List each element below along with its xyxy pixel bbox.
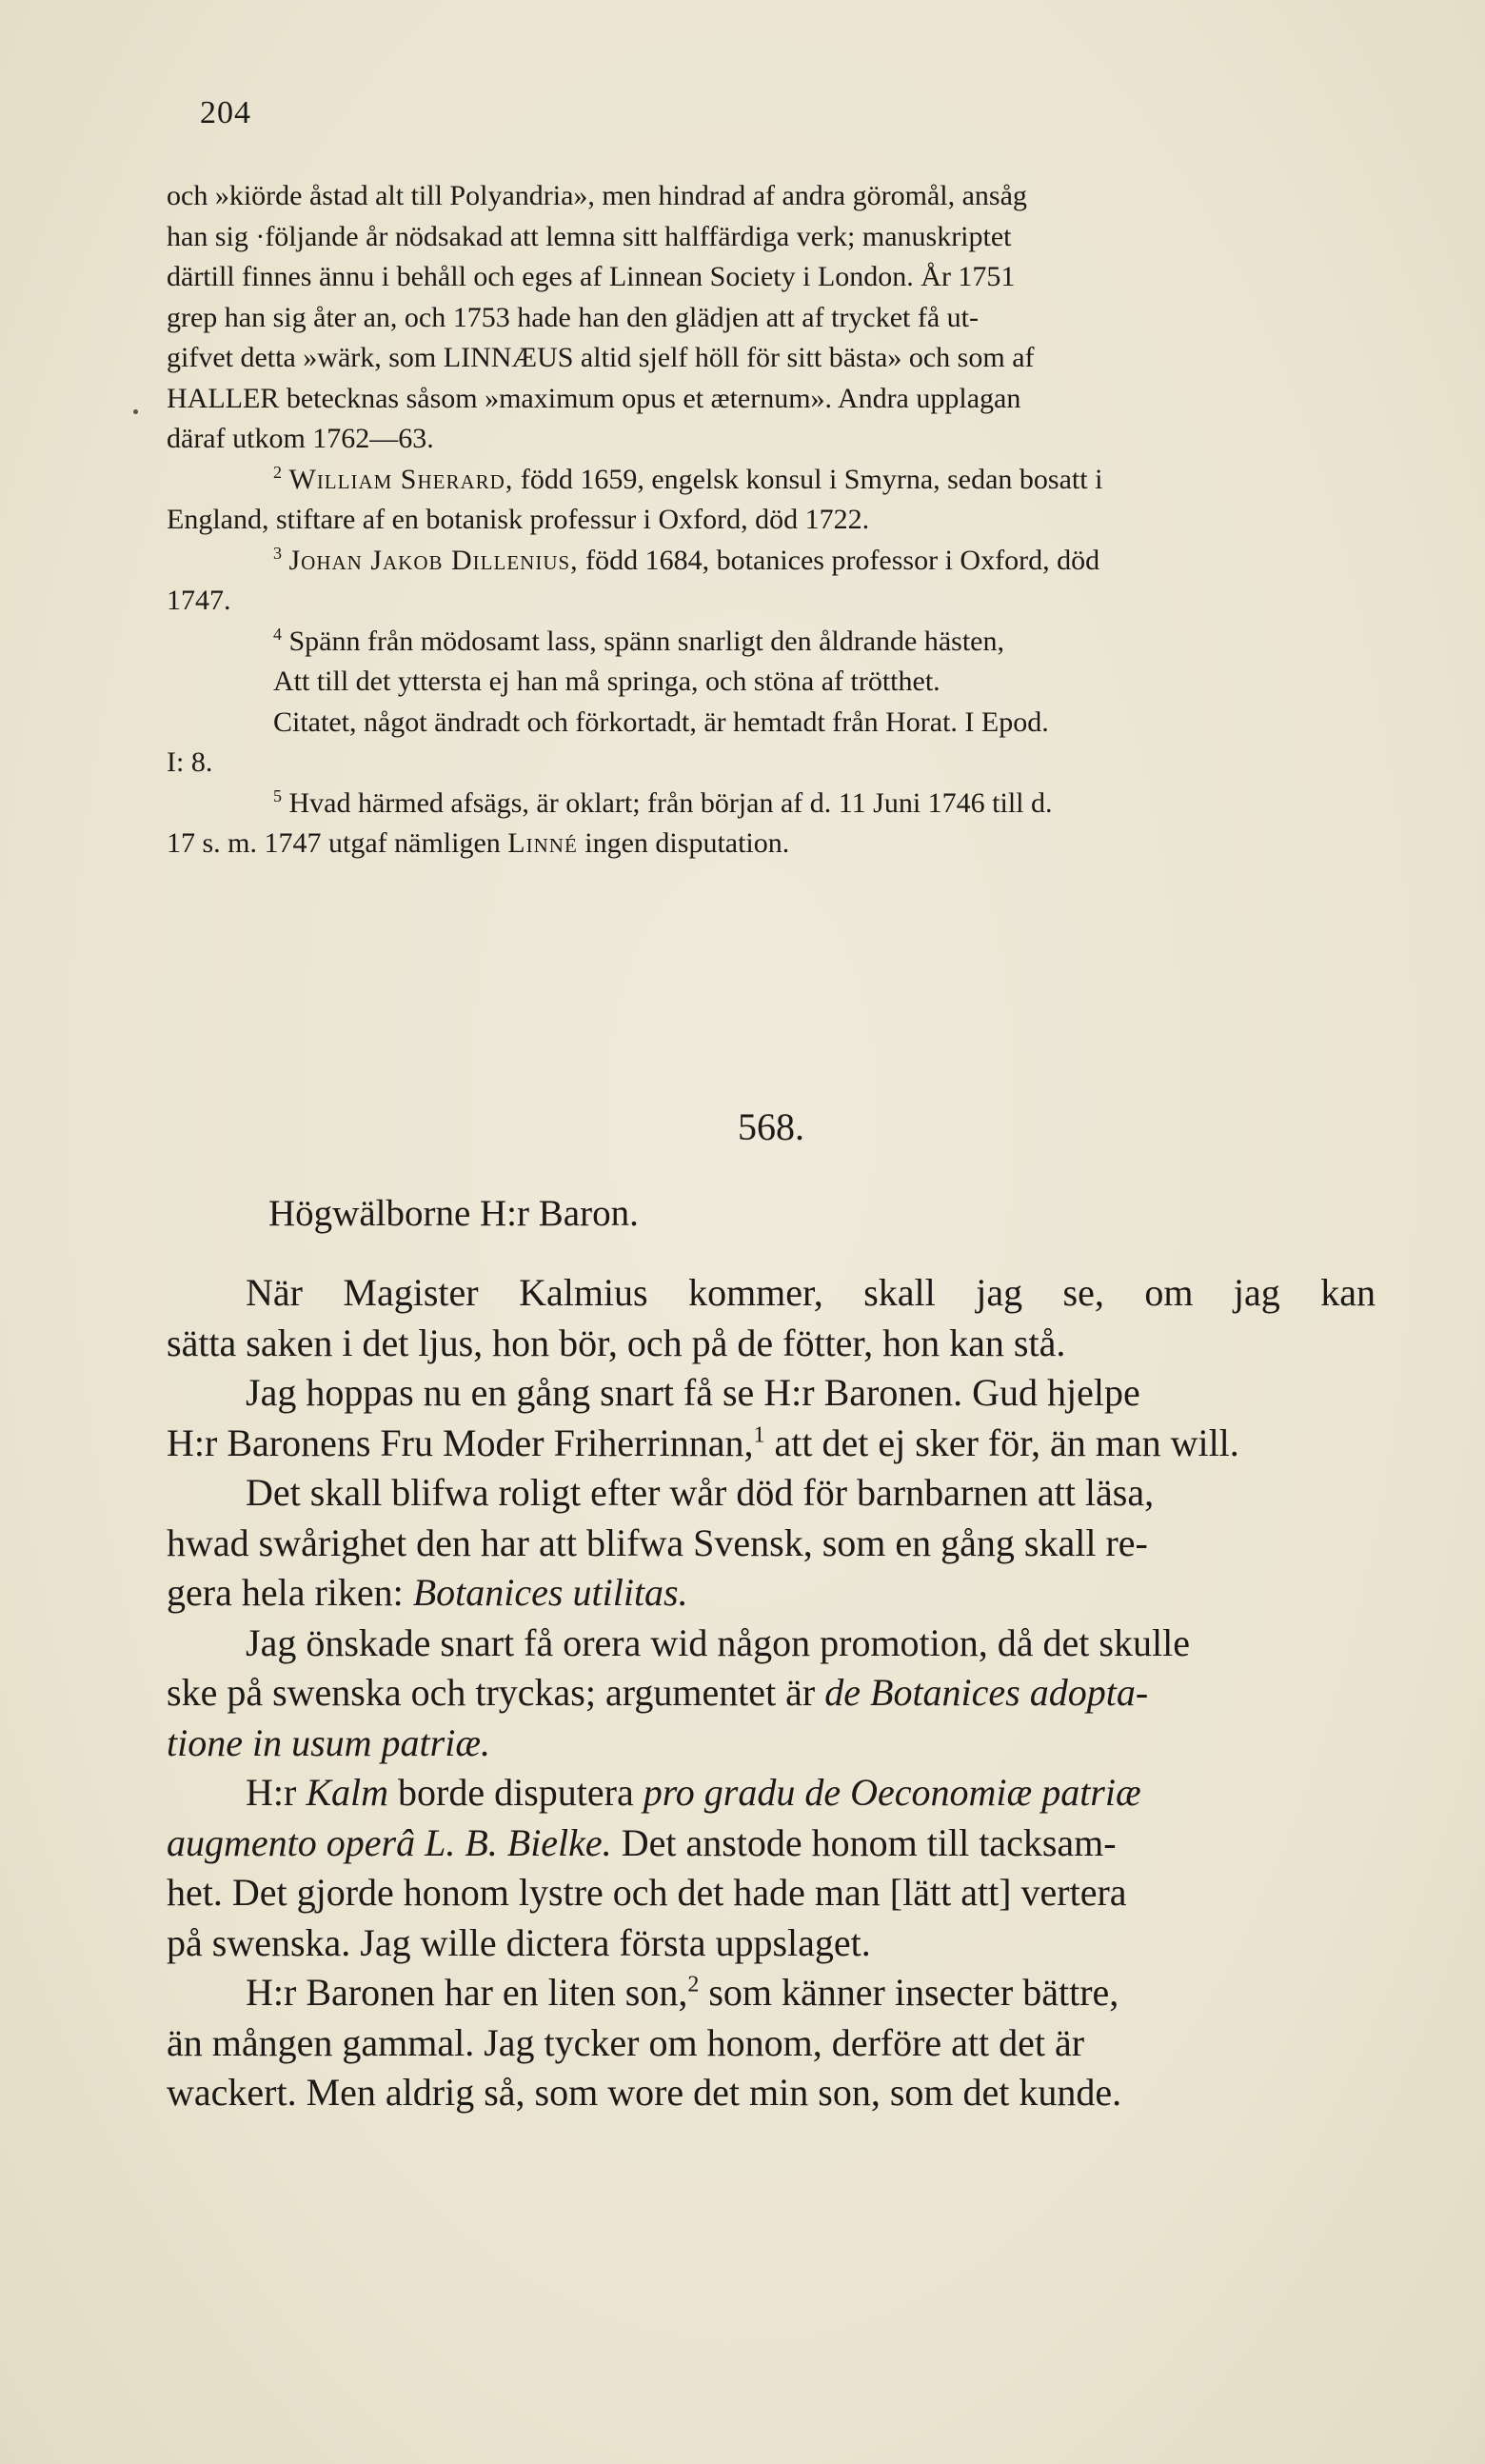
letter-line (167, 1719, 1376, 1769)
salutation: Högwälborne H:r Baron. (268, 1193, 639, 1234)
letter-text: H:r Baronen har en liten son, (246, 1971, 688, 2014)
margin-mark (133, 409, 138, 414)
footnote-2-mark: 2 (273, 462, 282, 482)
footnote-5-text: ingen disputation. (584, 827, 790, 859)
letter-line: hwad swårighet den har att blifwa Svensk, som en gång skall re- (167, 1520, 1148, 1564)
letter-italic: tione in usum patriæ. (167, 1720, 491, 1764)
footnote-2-cont: England, stiftare af en botanisk professur i Oxford, död 1722. (167, 504, 870, 535)
footnote-1-line: gifvet detta »wärk, som LINNÆUS altid sjelf höll för sitt bästa» och som af (167, 342, 1035, 373)
footnote-5-name: Linné (507, 827, 578, 859)
letter-line: än mången gammal. Jag tycker om honom, derföre att det är (167, 2020, 1085, 2064)
footnote-5 (167, 784, 1376, 825)
letter-text: som känner insecter bättre, (699, 1971, 1119, 2014)
letter-line (167, 1568, 1376, 1619)
footnote-4 (167, 622, 1376, 663)
letter-line (167, 1419, 1376, 1469)
letter-text: borde disputera (388, 1771, 644, 1814)
letter-footnote-ref: 1 (753, 1422, 765, 1448)
footnote-4-mark: 4 (273, 624, 282, 644)
footnote-1-line: därtill finnes ännu i behåll och eges af Linnean Society i London. År 1751 (167, 261, 1016, 292)
letter-line (167, 1268, 1376, 1319)
page-number: 204 (200, 95, 251, 130)
letter-text: Det anstode honom till tacksam- (611, 1820, 1117, 1864)
footnote-1-line: och »kiörde åstad alt till Polyandria», men hindrad af andra göromål, ansåg (167, 180, 1027, 211)
letter-line (167, 1818, 1376, 1869)
letter-italic: de Botanices adopta- (824, 1671, 1149, 1714)
footnote-4-verse-1: Spänn från mödosamt lass, spänn snarligt den åldrande hästen, (288, 625, 1004, 657)
letter-italic: augmento operâ L. B. Bielke. (167, 1820, 612, 1864)
letter-line (167, 1668, 1376, 1719)
footnote-5-text: 17 s. m. 1747 utgaf nämligen (167, 827, 501, 859)
footnote-3-cont: 1747. (167, 585, 231, 616)
letter-italic: Botanices utilitas. (412, 1571, 688, 1614)
footnotes-block (167, 176, 1376, 864)
letter-line: Det skall blifwa roligt efter wår död för barnbarnen att läsa, (246, 1471, 1155, 1514)
letter-line: wackert. Men aldrig så, som wore det min son, som det kunde. (167, 2071, 1122, 2114)
footnote-3-name: Johan Jakob Dillenius, (288, 544, 579, 576)
footnote-5-cont (167, 824, 1376, 864)
letter-text: att det ej sker för, än man will. (764, 1421, 1239, 1464)
letter-text: När Magister Kalmius kommer, skall jag se, om jag kan (246, 1271, 1376, 1314)
letter-italic: Kalm (306, 1771, 389, 1814)
footnote-5-text: Hvad härmed afsägs, är oklart; från början af d. 11 Juni 1746 till d. (288, 786, 1053, 819)
footnote-3 (167, 541, 1376, 582)
letter-italic: pro gradu de Oeconomiæ patriæ (643, 1771, 1141, 1814)
footnote-2-name: William Sherard, (288, 463, 514, 495)
letter-text: H:r Baronens Fru Moder Friherrinnan, (167, 1421, 754, 1464)
letter-footnote-ref: 2 (687, 1972, 700, 1997)
letter-text: gera hela riken: (167, 1571, 413, 1614)
letter-text: ske på swenska och tryckas; argumentet är (167, 1671, 825, 1714)
footnote-1-line: grep han sig åter an, och 1753 hade han den glädjen att af trycket få ut- (167, 301, 979, 333)
footnote-5-mark: 5 (273, 785, 282, 805)
footnote-2-text: född 1659, engelsk konsul i Smyrna, sedan bosatt i (520, 463, 1103, 495)
footnote-3-mark: 3 (273, 543, 282, 563)
footnote-3-text: född 1684, botanices professor i Oxford, död (585, 544, 1100, 576)
footnote-4-verse-2: Att till det yttersta ej han må springa, och stöna af trötthet. (273, 666, 940, 697)
footnote-2 (167, 460, 1376, 501)
letter-number: 568. (738, 1105, 804, 1148)
letter-text: H:r (246, 1771, 307, 1814)
letter-line (167, 1768, 1376, 1818)
footnote-4-cont: I: 8. (167, 746, 213, 778)
letter-body (167, 1268, 1376, 2118)
letter-line: het. Det gjorde honom lystre och det hade man [lätt att] vertera (167, 1871, 1127, 1914)
footnote-4-citation: Citatet, något ändradt och förkortadt, är hemtadt från Horat. I Epod. (273, 705, 1049, 738)
letter-line: på swenska. Jag wille dictera första uppslaget. (167, 1920, 871, 1964)
footnote-1 (167, 176, 1376, 460)
footnote-1-line: han sig ·följande år nödsakad att lemna sitt halffärdiga verk; manuskriptet (167, 220, 1012, 252)
letter-line (167, 1968, 1376, 2018)
letter-line: sätta saken i det ljus, hon bör, och på de fötter, hon kan stå. (167, 1321, 1066, 1364)
letter-line: Jag önskade snart få orera wid någon promotion, då det skulle (246, 1620, 1190, 1664)
footnote-1-line: HALLER betecknas såsom »maximum opus et æternum». Andra upplagan (167, 382, 1021, 414)
footnote-1-line: däraf utkom 1762—63. (167, 423, 434, 454)
letter-line: Jag hoppas nu en gång snart få se H:r Baronen. Gud hjelpe (246, 1371, 1140, 1414)
